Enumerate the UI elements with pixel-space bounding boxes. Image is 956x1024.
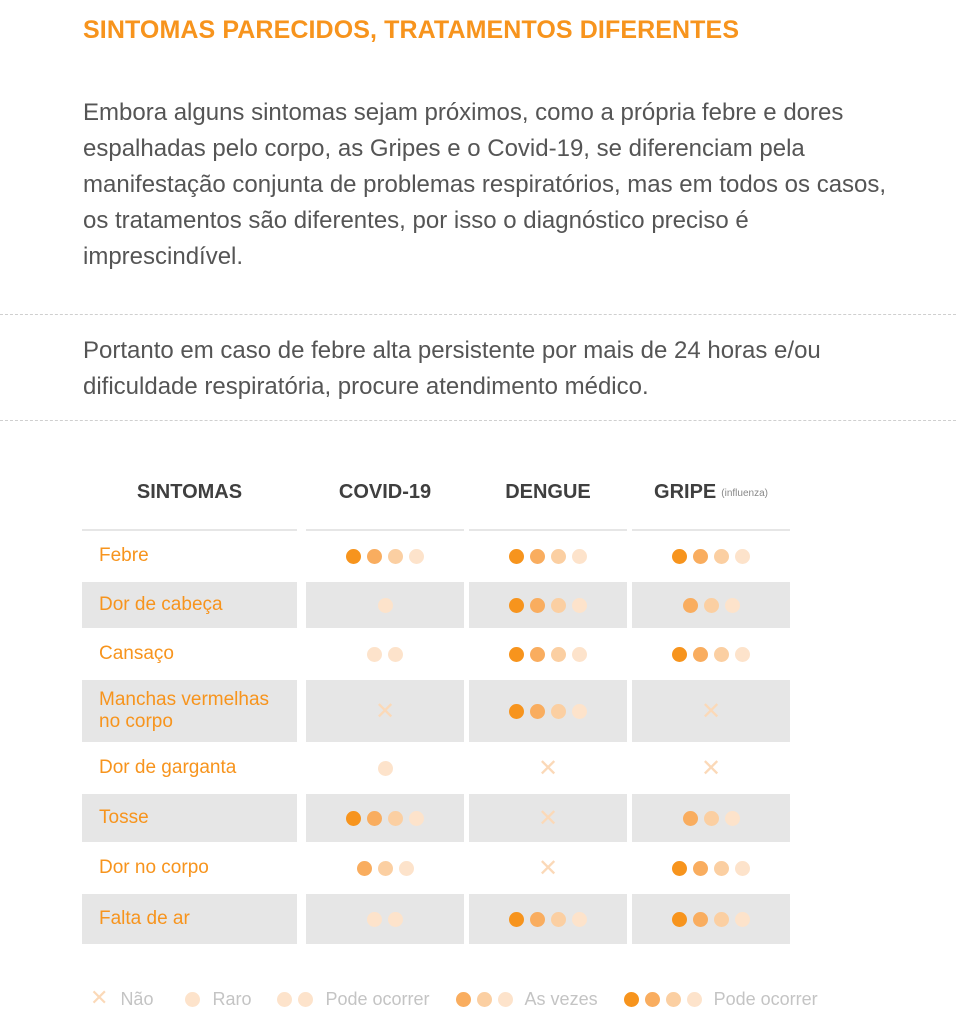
dot-icon: [185, 992, 200, 1007]
symptom-label-text: Tosse: [99, 807, 149, 828]
legend-label: As vezes: [524, 988, 598, 1009]
dot-icon: [714, 549, 729, 564]
legend-label: Pode ocorrer: [713, 988, 818, 1009]
dot-icon: [409, 549, 424, 564]
header-symptoms: SINTOMAS: [136, 480, 243, 503]
dot-icon: [367, 647, 382, 662]
dot-icon: [645, 992, 660, 1007]
page-title: SINTOMAS PARECIDOS, TRATAMENTOS DIFERENTES: [83, 16, 740, 44]
intensity-cell-gripe: [632, 533, 790, 579]
dot-icon: [346, 811, 361, 826]
dot-icon: [572, 647, 587, 662]
dot-icon: [530, 549, 545, 564]
symptom-label: [82, 745, 297, 791]
intro-paragraph: Embora alguns sintomas sejam próximos, como a própria febre e dores espalhadas pelo corpo, as Gripes e o Covid-19, se diferenciam pela manifestação conjunta de problemas respiratórios, mas em todos os casos, os tratamentos são diferentes, por isso o diagnóstico preciso é imprescindível.: [83, 99, 887, 270]
dot-icon: [509, 704, 524, 719]
dot-icon: [509, 549, 524, 564]
intensity-cell-dengue: [469, 794, 627, 842]
dot-icon: [572, 912, 587, 927]
dot-icon: [378, 761, 393, 776]
dot-icon: [735, 912, 750, 927]
dot-icon: [551, 598, 566, 613]
dot-icon: [672, 549, 687, 564]
legend-item: [185, 989, 251, 1010]
x-mark-icon: ✕: [537, 854, 559, 882]
legend-label: Raro: [212, 988, 252, 1009]
dot-icon: [735, 549, 750, 564]
symptom-label-text: Febre: [99, 545, 149, 566]
divider-top: [0, 314, 956, 315]
dot-icon: [693, 549, 708, 564]
symptom-label: [82, 680, 297, 742]
legend-item: [277, 989, 429, 1010]
intensity-cell-gripe: [632, 894, 790, 944]
legend: [90, 986, 818, 1012]
dot-icon: [399, 861, 414, 876]
intensity-cell-dengue: [469, 845, 627, 891]
legend-item: [456, 989, 598, 1010]
intensity-cell-dengue: [469, 680, 627, 742]
dot-icon: [509, 647, 524, 662]
dot-icon: [735, 647, 750, 662]
dot-icon: [683, 598, 698, 613]
dot-icon: [551, 912, 566, 927]
dot-icon: [388, 549, 403, 564]
dot-icon: [704, 811, 719, 826]
dot-icon: [714, 912, 729, 927]
dot-icon: [357, 861, 372, 876]
x-mark-icon: ✕: [537, 754, 559, 782]
dot-icon: [572, 549, 587, 564]
header-gripe-sub: (influenza): [721, 487, 768, 499]
dot-icon: [714, 647, 729, 662]
symptom-label: [82, 533, 297, 579]
legend-label: Pode ocorrer: [325, 988, 430, 1009]
dot-icon: [735, 861, 750, 876]
symptom-label-text: Dor de cabeça: [99, 594, 223, 615]
dot-icon: [624, 992, 639, 1007]
header-separator: [82, 529, 297, 531]
dot-icon: [551, 549, 566, 564]
dot-icon: [704, 598, 719, 613]
intensity-cell-covid: [306, 894, 464, 944]
dot-icon: [298, 992, 313, 1007]
intensity-cell-covid: [306, 794, 464, 842]
x-mark-icon: ✕: [90, 986, 109, 1011]
x-mark-icon: ✕: [537, 804, 559, 832]
intensity-cell-dengue: [469, 533, 627, 579]
intensity-cell-gripe: [632, 582, 790, 628]
dot-icon: [378, 598, 393, 613]
intensity-cell-gripe: [632, 680, 790, 742]
intensity-cell-dengue: [469, 631, 627, 677]
intensity-cell-covid: [306, 582, 464, 628]
intensity-cell-covid: [306, 631, 464, 677]
symptom-label: [82, 631, 297, 677]
dot-icon: [409, 811, 424, 826]
symptom-label-text: Dor de garganta: [99, 757, 237, 778]
symptom-label: [82, 582, 297, 628]
header-separator: [306, 529, 464, 531]
intensity-cell-gripe: [632, 745, 790, 791]
x-mark-icon: ✕: [374, 697, 396, 725]
dot-icon: [693, 861, 708, 876]
intensity-cell-covid: [306, 845, 464, 891]
dot-icon: [672, 647, 687, 662]
intensity-cell-dengue: [469, 745, 627, 791]
dot-icon: [572, 704, 587, 719]
dot-icon: [714, 861, 729, 876]
symptom-label: [82, 894, 297, 944]
dot-icon: [530, 912, 545, 927]
symptom-label-text: Cansaço: [99, 643, 174, 664]
divider-bottom: [0, 420, 956, 421]
dot-icon: [683, 811, 698, 826]
dot-icon: [509, 598, 524, 613]
dot-icon: [572, 598, 587, 613]
dot-icon: [693, 912, 708, 927]
dot-icon: [693, 647, 708, 662]
dot-icon: [725, 811, 740, 826]
header-gripe-label: GRIPE: [654, 480, 717, 503]
dot-icon: [498, 992, 513, 1007]
dot-icon: [367, 549, 382, 564]
dot-icon: [687, 992, 702, 1007]
intensity-cell-dengue: [469, 582, 627, 628]
symptom-label-text: Falta de ar: [99, 908, 190, 929]
intensity-cell-gripe: [632, 845, 790, 891]
header-separator: [632, 529, 790, 531]
symptom-label: [82, 845, 297, 891]
x-mark-icon: ✕: [700, 754, 722, 782]
dot-icon: [388, 647, 403, 662]
dot-icon: [666, 992, 681, 1007]
legend-item: [90, 987, 153, 1011]
dot-icon: [367, 912, 382, 927]
dot-icon: [456, 992, 471, 1007]
legend-label: Não: [120, 988, 154, 1009]
symptom-label: [82, 794, 297, 842]
dot-icon: [551, 704, 566, 719]
dot-icon: [378, 861, 393, 876]
header-gripe: [632, 478, 790, 506]
dot-icon: [530, 598, 545, 613]
dot-icon: [477, 992, 492, 1007]
dot-icon: [530, 704, 545, 719]
dot-icon: [388, 811, 403, 826]
dot-icon: [388, 912, 403, 927]
dot-icon: [530, 647, 545, 662]
dot-icon: [672, 912, 687, 927]
dot-icon: [551, 647, 566, 662]
header-dengue: DENGUE: [505, 480, 591, 503]
intensity-cell-covid: [306, 680, 464, 742]
intensity-cell-gripe: [632, 794, 790, 842]
dot-icon: [672, 861, 687, 876]
intensity-cell-dengue: [469, 894, 627, 944]
dot-icon: [367, 811, 382, 826]
header-covid: COVID-19: [338, 480, 432, 503]
dot-icon: [509, 912, 524, 927]
dot-icon: [277, 992, 292, 1007]
intensity-cell-covid: [306, 745, 464, 791]
dot-icon: [346, 549, 361, 564]
x-mark-icon: ✕: [700, 697, 722, 725]
symptom-label-text: Manchas vermelhas no corpo: [99, 689, 270, 732]
header-separator: [469, 529, 627, 531]
advice-paragraph: Portanto em caso de febre alta persistente por mais de 24 horas e/ou dificuldade respiratória, procure atendimento médico.: [83, 337, 821, 400]
legend-item: [624, 989, 818, 1010]
dot-icon: [725, 598, 740, 613]
intensity-cell-gripe: [632, 631, 790, 677]
intensity-cell-covid: [306, 533, 464, 579]
symptom-label-text: Dor no corpo: [99, 857, 209, 878]
